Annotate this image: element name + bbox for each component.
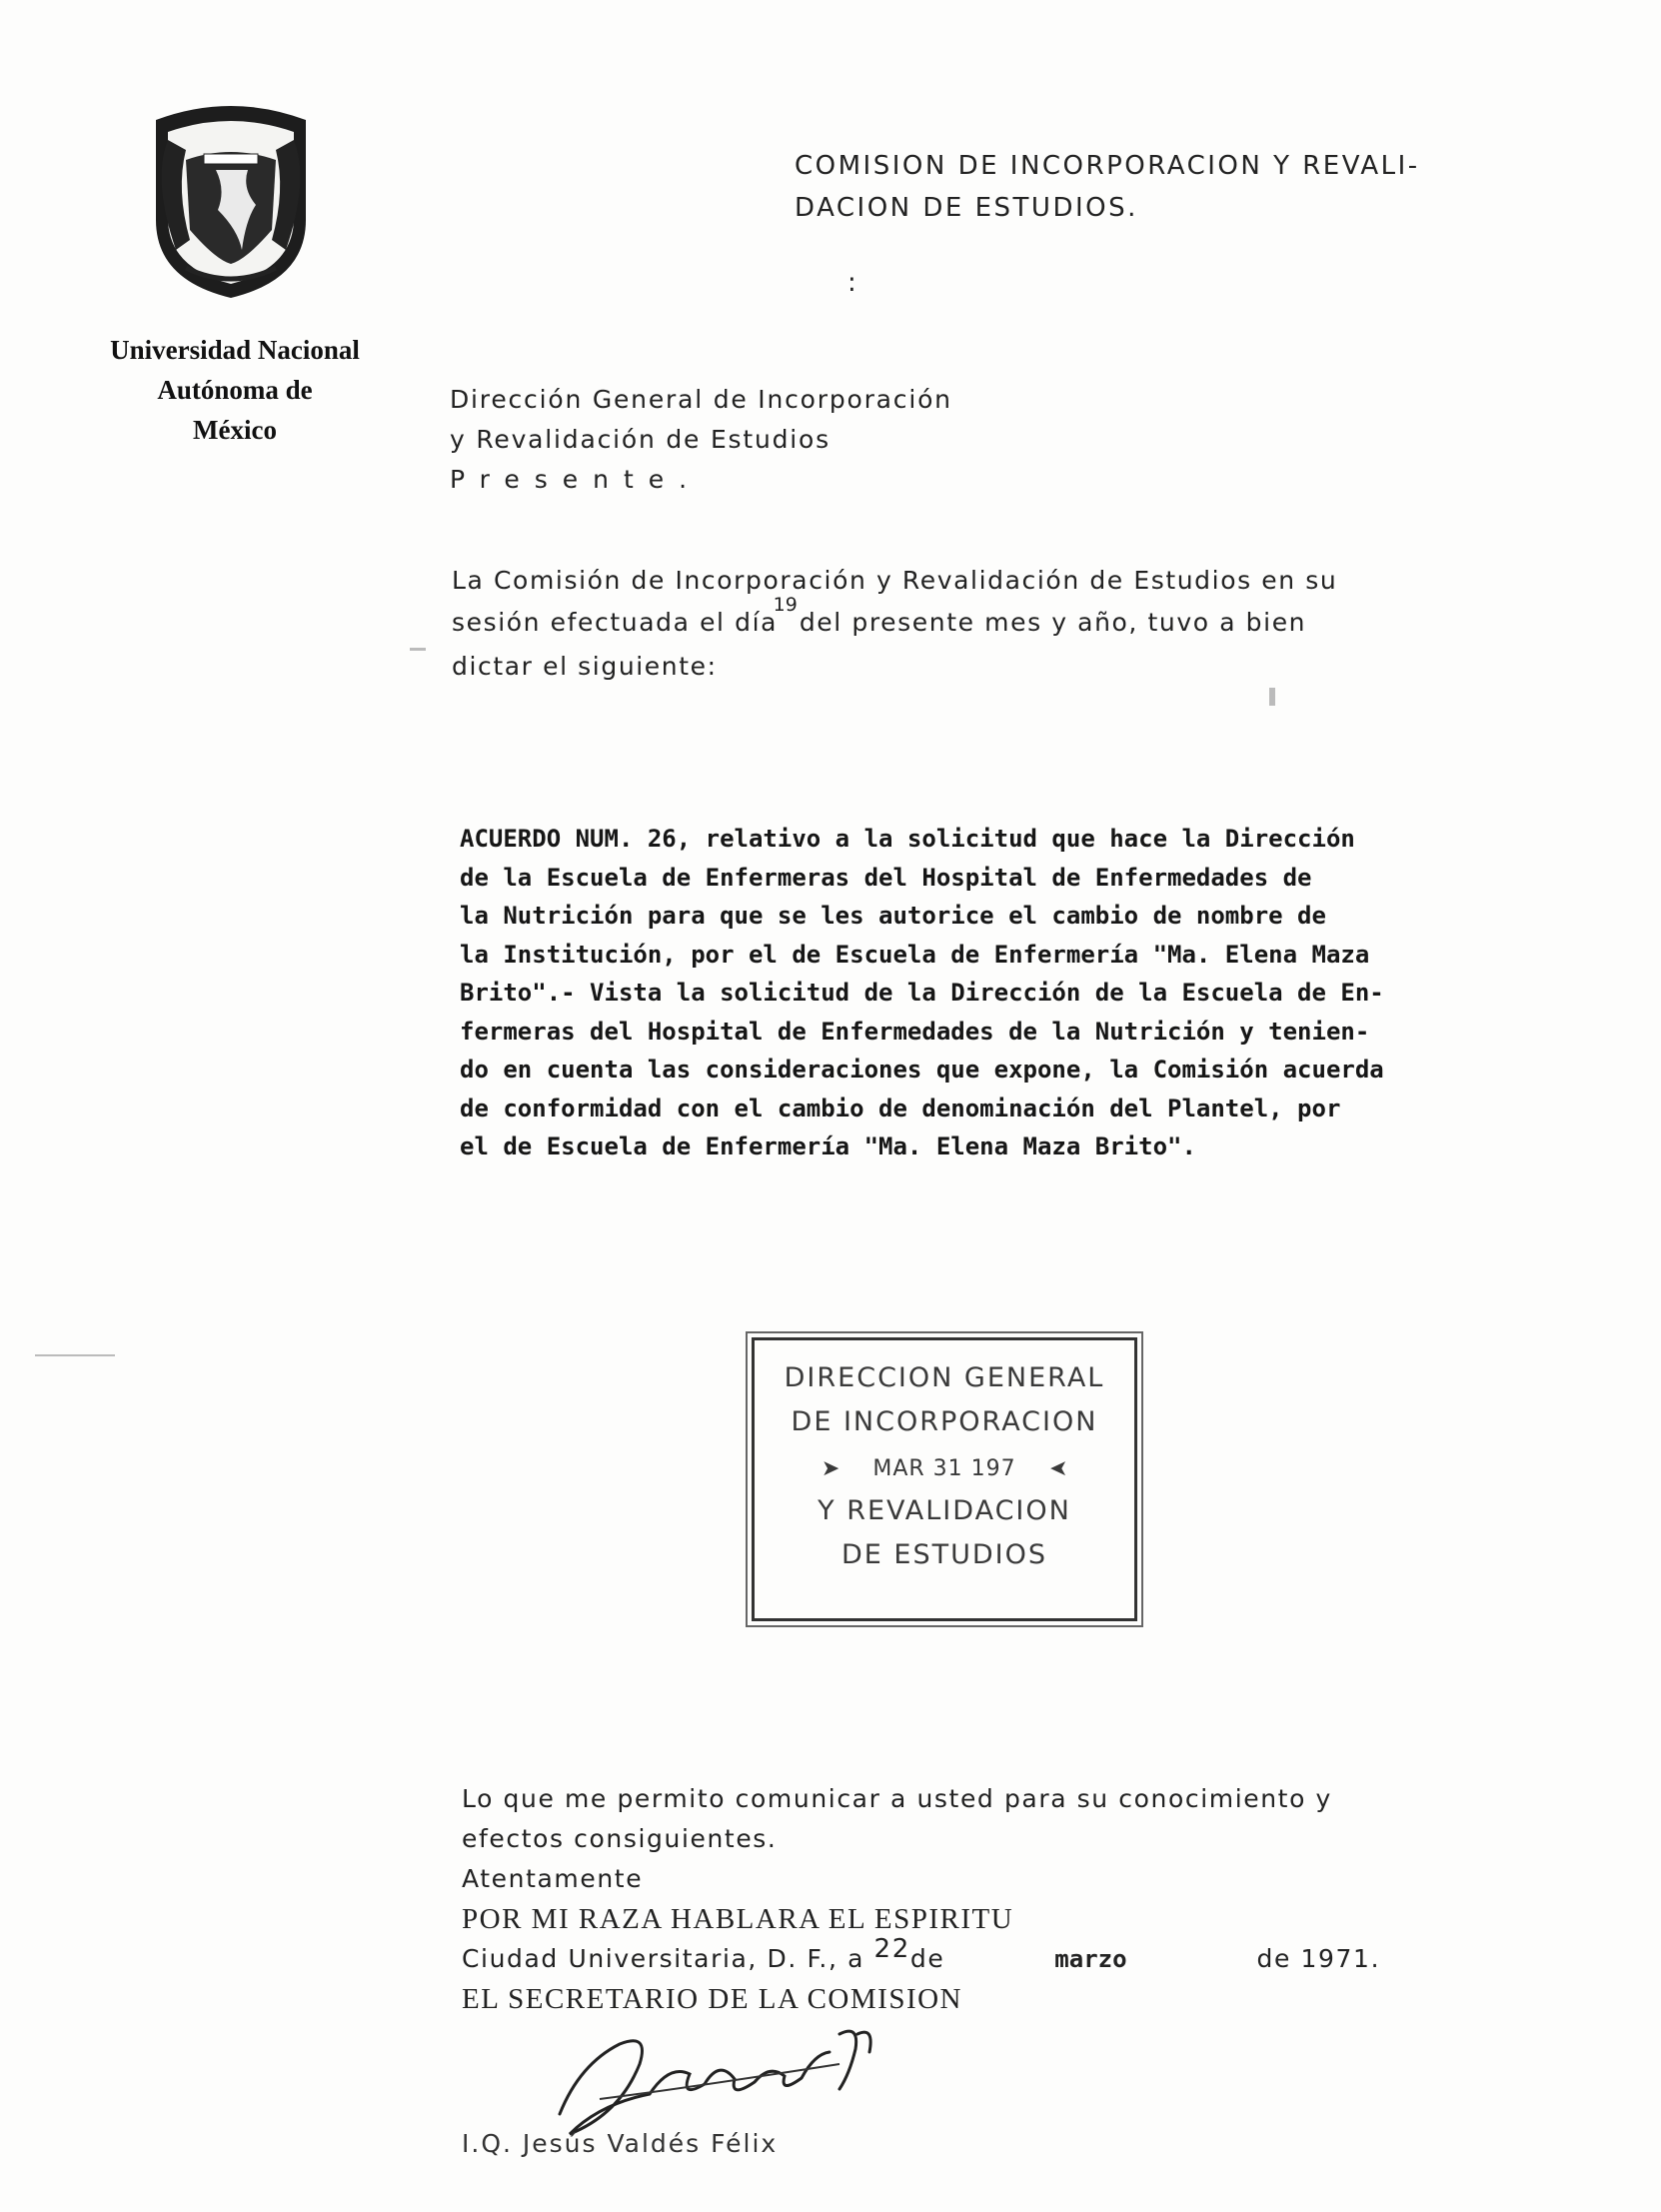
stamp-arrow-icon: ➤ — [1047, 1456, 1068, 1481]
acuerdo-line: de la Escuela de Enfermeras del Hospital de Enfermedades de — [460, 863, 1312, 892]
commission-header — [795, 145, 1420, 229]
intro-line — [452, 594, 1586, 646]
handwritten-signature — [540, 2004, 899, 2144]
address-line: Dirección General de Incorporación — [450, 385, 952, 414]
address-presente: Presente. — [450, 465, 703, 494]
margin-mark — [35, 1354, 115, 1356]
closing-day: 22 — [873, 1934, 910, 1964]
stamp-line: DIRECCION GENERAL — [784, 1362, 1105, 1393]
acuerdo-line: el de Escuela de Enfermería "Ma. Elena Maza Brito". — [460, 1132, 1196, 1160]
acuerdo-line: fermeras del Hospital de Enfermedades de la Nutrición y tenien- — [460, 1017, 1370, 1046]
intro-paragraph — [452, 560, 1586, 688]
header-line: DACION DE ESTUDIOS. — [795, 193, 1138, 223]
date-de: de — [909, 1944, 945, 1973]
intro-line: dictar el siguiente: — [452, 652, 718, 681]
stamp-line: Y REVALIDACION — [818, 1495, 1071, 1526]
header-colon: : — [847, 268, 856, 298]
acuerdo-line: do en cuenta las consideraciones que expone, la Comisión acuerda — [460, 1056, 1384, 1084]
university-name — [70, 330, 400, 450]
received-stamp — [752, 1337, 1137, 1621]
place: Ciudad Universitaria, D. F., a — [462, 1944, 864, 1973]
intro-line: La Comisión de Incorporación y Revalidación de Estudios en su — [452, 566, 1338, 595]
unam-seal-icon — [146, 100, 316, 300]
closing-block — [462, 1779, 1380, 2019]
stamp-arrow-icon: ➤ — [821, 1456, 841, 1481]
stamp-line: DE ESTUDIOS — [840, 1539, 1048, 1570]
acuerdo-paragraph — [460, 820, 1629, 1166]
intro-text: del presente mes y año, tuvo a bien — [799, 608, 1307, 637]
intro-text: sesión efectuada el día — [452, 608, 788, 637]
signer-name: I.Q. Jesús Valdés Félix — [462, 2129, 779, 2158]
closing-line: Atentamente — [462, 1864, 644, 1893]
acuerdo-line: ACUERDO NUM. 26, relativo a la solicitud que hace la Dirección — [460, 825, 1355, 853]
university-motto: POR MI RAZA HABLARA EL ESPIRITU — [462, 1903, 1014, 1935]
university-line: Autónoma de — [157, 375, 313, 405]
secretary-title: EL SECRETARIO DE LA COMISION — [462, 1983, 962, 2015]
university-line: Universidad Nacional — [110, 335, 360, 365]
acuerdo-line: la Nutrición para que se les autorice el cambio de nombre de — [460, 902, 1326, 930]
session-day: 19 — [773, 594, 798, 616]
closing-line: efectos consiguientes. — [462, 1824, 778, 1853]
date-line — [462, 1934, 1381, 1979]
address-line: y Revalidación de Estudios — [450, 425, 830, 454]
closing-line: Lo que me permito comunicar a usted para su conocimiento y — [462, 1784, 1332, 1813]
acuerdo-line: la Institución, por el de Escuela de Enfermería "Ma. Elena Maza — [460, 940, 1370, 969]
margin-mark — [1269, 688, 1275, 706]
university-line: México — [193, 415, 277, 445]
stamp-line: DE INCORPORACION — [791, 1406, 1098, 1437]
recipient-address — [450, 380, 952, 500]
margin-mark — [410, 648, 426, 651]
closing-month: marzo — [1054, 1945, 1127, 1973]
header-line: COMISION DE INCORPORACION Y REVALI- — [795, 151, 1420, 181]
acuerdo-line: de conformidad con el cambio de denominación del Plantel, por — [460, 1094, 1341, 1122]
stamp-date-row — [755, 1456, 1134, 1481]
closing-year: de 1971. — [1256, 1944, 1381, 1973]
acuerdo-line: Brito".- Vista la solicitud de la Dirección de la Escuela de En- — [460, 979, 1384, 1007]
stamp-date: MAR 31 197 — [872, 1456, 1016, 1481]
